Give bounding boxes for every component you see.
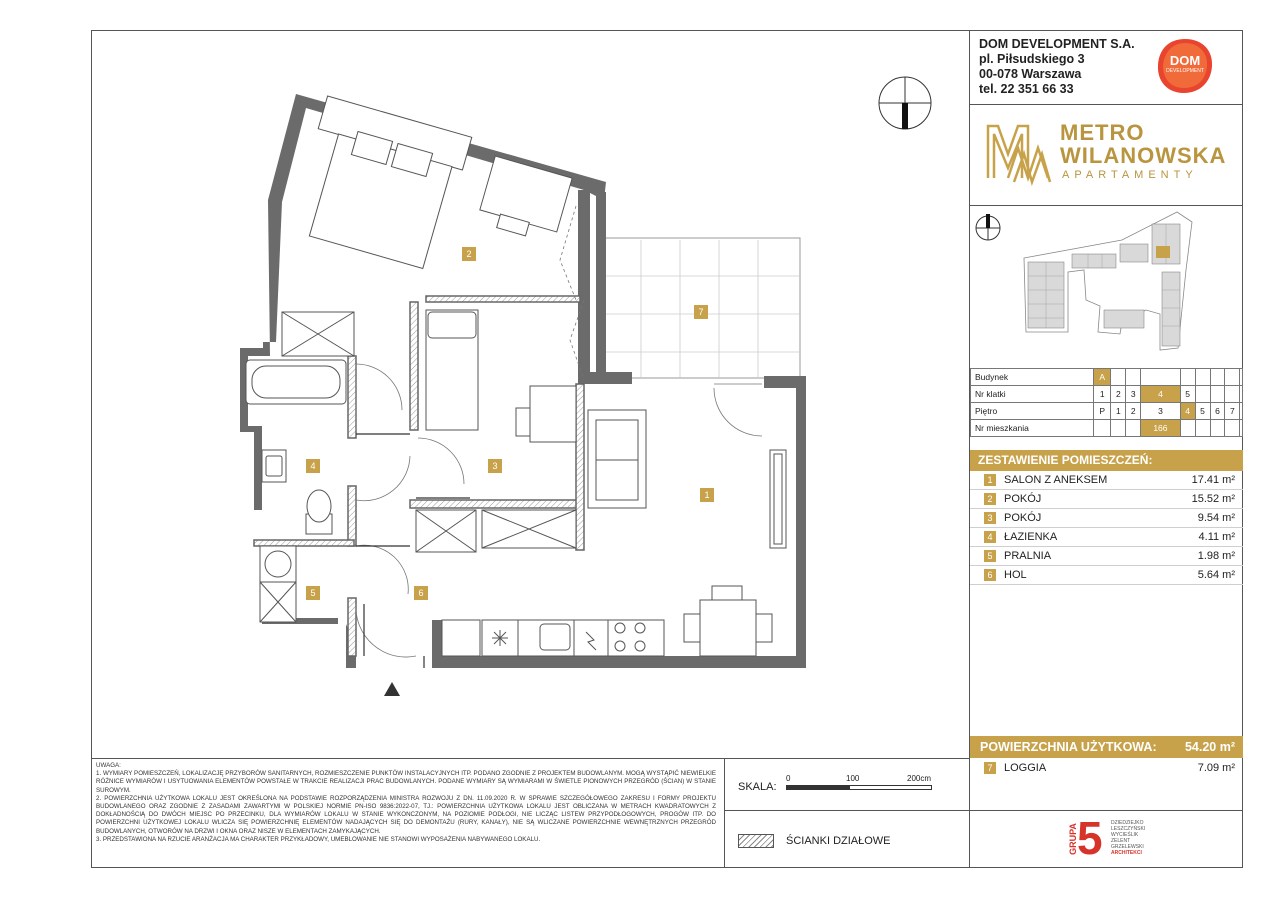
architect-logo <box>1065 812 1185 864</box>
room-name: HOL <box>1004 569 1027 581</box>
company-address <box>979 37 1135 97</box>
room-row <box>970 509 1243 528</box>
plan-room-label: 1 <box>700 488 714 502</box>
architect-grupa: GRUPA <box>1067 823 1078 855</box>
room-badge: 5 <box>984 550 996 562</box>
stair-cell: 1 <box>1094 386 1111 403</box>
loggia-name: LOGGIA <box>1004 762 1047 774</box>
company-street: pl. Piłsudskiego 3 <box>979 52 1085 66</box>
room-name: POKÓJ <box>1004 512 1042 524</box>
note-item: 3. PRZEDSTAWIONA NA RZUCIE ARANŻACJA MA CHARAKTER PRZYKŁADOWY, UMEBLOWANIE NIE STANOWI WYPOSAŻENIA NABYWANEGO LOKALU. <box>96 835 541 843</box>
stair-cell: 3 <box>1126 386 1141 403</box>
company-name: DOM DEVELOPMENT S.A. <box>979 37 1135 51</box>
architect-number: 5 <box>1077 812 1103 864</box>
apartment-value: 166 <box>1141 420 1181 437</box>
apartment-label: Nr mieszkania <box>971 420 1094 437</box>
room-badge: 3 <box>984 512 996 524</box>
room-row <box>970 547 1243 566</box>
room-badge: 4 <box>984 531 996 543</box>
room-row <box>970 528 1243 547</box>
stair-cell: 5 <box>1180 386 1195 403</box>
stair-label: Nr klatki <box>971 386 1094 403</box>
building-label: Budynek <box>971 369 1094 386</box>
plan-room-label: 4 <box>306 459 320 473</box>
project-divider <box>970 205 1243 206</box>
floor-cell: 5 <box>1195 403 1210 420</box>
loggia-row <box>970 759 1243 778</box>
floor-cell: 1 <box>1111 403 1126 420</box>
project-name-line2: WILANOWSKA <box>1060 143 1227 168</box>
architect-name: LESZCZYŃSKI <box>1111 826 1146 832</box>
loggia-divider <box>970 810 1243 811</box>
project-logo <box>984 118 1234 188</box>
note-item: 1. WYMIARY POMIESZCZEŃ, LOKALIZACJĘ PRZYBORÓW SANITARNYCH, ROZMIESZCZENIE PUNKTÓW INSTALACYJNYCH ITP. PODANO ZGODNIE Z PROJEKTEM BUDOWLANYM. MOGĄ WYSTĄPIĆ NIEWIELKIE RÓŻNICE WYMIARÓW I USYTUOWANIA ELEMENTÓW POWSTAŁE W TRAKCIE REALIZACJI PRAC BUDOWLANYCH. PODANE WYMIARY SĄ WYMIARAMI W ŚWIETLE PIONOWYCH PRZEGRÓD (ŚCIAN) W STANIE SUROWYM. <box>96 770 716 794</box>
architect-name: WYCIEŚLIK <box>1111 832 1139 838</box>
plan-room-label: 7 <box>694 305 708 319</box>
notes-title: UWAGA: <box>96 762 121 769</box>
dom-logo <box>1155 37 1215 95</box>
building-row <box>971 369 1243 386</box>
architect-name: ARCHITEKCI <box>1111 850 1142 856</box>
floor-row <box>971 403 1243 420</box>
room-badge: 1 <box>984 474 996 486</box>
room-area: 1.98 m² <box>1197 550 1235 562</box>
floor-cell-selected: 4 <box>1180 403 1195 420</box>
room-row <box>970 471 1243 490</box>
room-name: SALON Z ANEKSEM <box>1004 474 1108 486</box>
partition-legend-label: ŚCIANKI DZIAŁOWE <box>786 835 891 847</box>
scale-tick-200: 200cm <box>907 774 932 783</box>
architect-names <box>1111 820 1145 856</box>
stair-cell-selected: 4 <box>1141 386 1181 403</box>
room-area: 5.64 m² <box>1197 569 1235 581</box>
company-city: 00-078 Warszawa <box>979 67 1082 81</box>
stair-row <box>971 386 1243 403</box>
notes-block <box>96 762 716 844</box>
building-value: A <box>1094 369 1111 386</box>
room-badge: 6 <box>984 569 996 581</box>
total-area-value: 54.20 m² <box>1184 740 1235 754</box>
total-area-bar <box>970 736 1243 758</box>
floor-cell: 2 <box>1126 403 1141 420</box>
floor-cell: P <box>1094 403 1111 420</box>
dom-logo-sub: DEVELOPMENT <box>1166 68 1204 74</box>
compass-icon <box>879 77 931 129</box>
floor-cell: 7 <box>1225 403 1240 420</box>
room-name: POKÓJ <box>1004 493 1042 505</box>
scale-tick-0: 0 <box>786 774 791 783</box>
partition-legend-swatch <box>738 834 774 848</box>
rooms-header: ZESTAWIENIE POMIESZCZEŃ: <box>970 450 1243 471</box>
header-divider <box>970 104 1243 105</box>
room-row <box>970 566 1243 585</box>
room-name: ŁAZIENKA <box>1004 531 1058 543</box>
room-area: 17.41 m² <box>1191 474 1235 486</box>
architect-name: GRZELEWSKI <box>1111 844 1144 850</box>
dom-logo-text: DOM <box>1169 53 1201 68</box>
key-plan <box>972 210 1240 360</box>
scale-tick-100: 100 <box>846 774 860 783</box>
floor-label: Piętro <box>971 403 1094 420</box>
architect-name: ZELENT <box>1111 838 1131 844</box>
room-badge: 2 <box>984 493 996 505</box>
note-item: 2. POWIERZCHNIA UŻYTKOWA LOKALU JEST OKREŚLONA NA PODSTAWIE ROZPORZĄDZENIA MINISTRA ROZWOJU Z DN. 11.09.2020 R. W SPRAWIE SZCZEGÓŁOWEGO ZAKRESU I FORMY PROJEKTU BUDOWLANEGO ORAZ ZGODNIE Z ZASADAMI ZAWARTYMI W POLSKIEJ NORMIE PN-ISO 9836:2022-07, TJ.: POWIERZCHNIA UŻYTKOWA LOKALU JEST OBLICZANA W METRACH KWADRATOWYCH Z DOKŁADNOŚCIĄ DO DWÓCH MIEJSC PO PRZECINKU, DLA WYMIARÓW LOKALU W STANIE WYKONCZONYM, NA POZIOMIE PODŁOGI, NIE LICZĄC LISTEW PRZYPODŁOGOWYCH, PROGÓW ITP. DO POWIERZCHNI UŻYTKOWEJ LOKALU WLICZA SIĘ POWIERZCHNIĘ ELEMENTÓW NADAJĄCYCH SIĘ DO DEMONTAŻU (RURY, KANAŁY), NIE SĄ WLICZANE POWIERZCHNIE WEWNĘTRZNYCH PRZEGRÓD BUDOWLANYCH, OTWORÓW NA DRZWI I OKNA ORAZ NISZE W ELEMENTACH ZAMYKAJĄCYCH. <box>96 794 716 835</box>
loggia-badge: 7 <box>984 762 996 774</box>
loggia-area: 7.09 m² <box>1197 762 1235 774</box>
legend-divider <box>724 810 970 811</box>
plan-room-label: 6 <box>414 586 428 600</box>
room-area: 15.52 m² <box>1191 493 1235 505</box>
project-name-line1: METRO <box>1060 120 1145 145</box>
room-area: 9.54 m² <box>1197 512 1235 524</box>
project-logo-mark <box>984 118 1054 186</box>
company-phone: tel. 22 351 66 33 <box>979 82 1074 96</box>
floor-cell: 6 <box>1210 403 1225 420</box>
floor-cell: 3 <box>1141 403 1181 420</box>
scale-label: SKALA: <box>738 781 777 793</box>
architect-name: DZIEDZIEJKO <box>1111 820 1144 826</box>
notes-divider <box>91 758 970 759</box>
stair-cell: 2 <box>1111 386 1126 403</box>
key-plan-compass <box>976 214 1000 240</box>
plan-room-label: 3 <box>488 459 502 473</box>
room-area: 4.11 m² <box>1198 531 1235 543</box>
project-name-line3: APARTAMENTY <box>1062 169 1198 181</box>
entrance-marker <box>384 682 400 696</box>
total-area-label: POWIERZCHNIA UŻYTKOWA: <box>980 740 1157 754</box>
plan-room-label: 5 <box>306 586 320 600</box>
key-plan-highlight <box>1156 246 1170 258</box>
scale-bar <box>786 785 932 790</box>
room-row <box>970 490 1243 509</box>
plan-room-label: 2 <box>462 247 476 261</box>
apartment-info-table <box>970 368 1243 437</box>
apartment-row <box>971 420 1243 437</box>
scale-divider <box>724 758 725 868</box>
room-name: PRALNIA <box>1004 550 1052 562</box>
